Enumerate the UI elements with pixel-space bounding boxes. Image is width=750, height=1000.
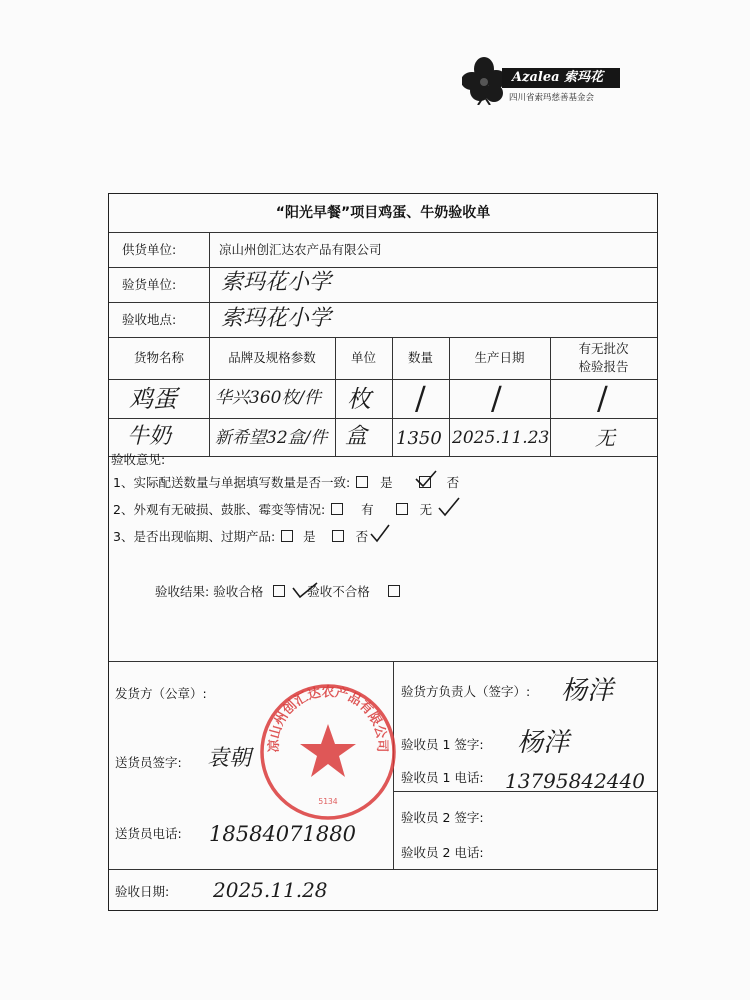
row2-date: 2025.11.23 — [452, 428, 550, 448]
inspector1-phone-label: 验收员 1 电话: — [401, 770, 484, 785]
question-2 — [113, 502, 432, 518]
logo-brand: Azalea 索玛花 — [502, 68, 620, 88]
col-name-header: 货物名称 — [133, 350, 184, 365]
q2-no-checkbox[interactable] — [396, 503, 408, 515]
col-report-header-1: 有无批次 — [578, 341, 629, 356]
question-1 — [113, 475, 459, 491]
row2-report: 无 — [595, 426, 615, 450]
row2-brand: 新希望32盒/件 — [215, 428, 328, 448]
col-unit-header: 单位 — [350, 350, 376, 365]
q1-yes-checkmark-icon — [414, 469, 438, 489]
form-title: “阳光早餐”项目鸡蛋、牛奶验收单 — [275, 205, 491, 221]
receiving-manager-label: 验货方负责人（签字）: — [401, 684, 531, 699]
q2-yes-checkbox[interactable] — [331, 503, 343, 515]
q2-no-label: 无 — [419, 502, 433, 517]
row2-name: 牛奶 — [127, 424, 172, 449]
q2-no-checkmark-icon — [437, 496, 461, 518]
shipper-seal-label: 发货方（公章）: — [115, 686, 207, 701]
location-handwritten: 索玛花小学 — [221, 306, 332, 331]
seal-star-icon — [300, 724, 356, 777]
row2-qty: 1350 — [396, 428, 442, 449]
inspector2-sign-label: 验收员 2 签字: — [401, 810, 484, 825]
row1-date: / — [491, 379, 502, 417]
row2-unit: 盒 — [345, 424, 368, 449]
q3-yes-label: 是 — [303, 529, 316, 544]
logo-subtitle: 四川省索玛慈善基金会 — [509, 93, 595, 103]
delivery-phone-handwritten: 18584071880 — [209, 822, 356, 846]
inspector1-phone-handwritten: 13795842440 — [505, 769, 645, 793]
question-3-text: 3、是否出现临期、过期产品: — [113, 529, 276, 544]
foundation-logo — [462, 55, 622, 105]
row1-brand: 华兴360枚/件 — [215, 388, 322, 408]
receiver-label: 验货单位: — [122, 277, 177, 292]
seal-company-path: 凉山州创汇达农产品有限公司 — [266, 685, 390, 753]
acceptance-result — [155, 584, 400, 600]
col-brand-header: 品牌及规格参数 — [228, 350, 316, 365]
question-3 — [113, 529, 368, 545]
row1-report: / — [597, 379, 608, 417]
q1-no-label: 否 — [446, 475, 460, 490]
supplier-value: 凉山州创汇达农产品有限公司 — [219, 242, 382, 257]
col-date-header: 生产日期 — [474, 350, 525, 365]
seal-code: 5134 — [318, 797, 338, 806]
pass-label: 验收合格 — [213, 584, 264, 599]
opinion-heading: 验收意见: — [111, 452, 166, 467]
fail-checkbox[interactable] — [388, 585, 400, 597]
acceptance-date-handwritten: 2025.11.28 — [213, 878, 328, 902]
location-label: 验收地点: — [122, 312, 177, 327]
q3-no-checkbox[interactable] — [332, 530, 344, 542]
col-report-header-2: 检验报告 — [578, 359, 629, 374]
col-qty-header: 数量 — [407, 350, 433, 365]
q1-yes-label: 是 — [380, 475, 393, 490]
receiver-handwritten: 索玛花小学 — [221, 270, 332, 295]
delivery-phone-label: 送货员电话: — [115, 826, 182, 841]
inspector1-sign-label: 验收员 1 签字: — [401, 737, 484, 752]
delivery-person-signature: 袁朝 — [207, 746, 252, 771]
q3-yes-checkbox[interactable] — [281, 530, 293, 542]
q3-no-label: 否 — [355, 529, 369, 544]
question-2-text: 2、外观有无破损、鼓胀、霉变等情况: — [113, 502, 326, 517]
inspector1-signature: 杨洋 — [517, 728, 570, 758]
pass-checkbox[interactable] — [273, 585, 285, 597]
q1-yes-checkbox[interactable] — [356, 476, 368, 488]
acceptance-date-label: 验收日期: — [115, 884, 170, 899]
fail-label: 验收不合格 — [307, 584, 370, 599]
question-1-text: 1、实际配送数量与单据填写数量是否一致: — [113, 475, 351, 490]
result-label: 验收结果: — [155, 584, 210, 599]
receiving-manager-signature: 杨洋 — [561, 676, 614, 706]
q2-yes-label: 有 — [361, 502, 374, 517]
delivery-person-label: 送货员签字: — [115, 755, 182, 770]
row1-name: 鸡蛋 — [129, 385, 177, 413]
row1-qty: / — [415, 379, 426, 417]
row1-unit: 枚 — [347, 385, 371, 413]
supplier-label: 供货单位: — [122, 242, 177, 257]
inspector2-phone-label: 验收员 2 电话: — [401, 845, 484, 860]
company-seal — [258, 682, 398, 822]
pass-checkmark-icon — [291, 580, 319, 600]
q3-no-checkmark-icon — [369, 523, 391, 545]
